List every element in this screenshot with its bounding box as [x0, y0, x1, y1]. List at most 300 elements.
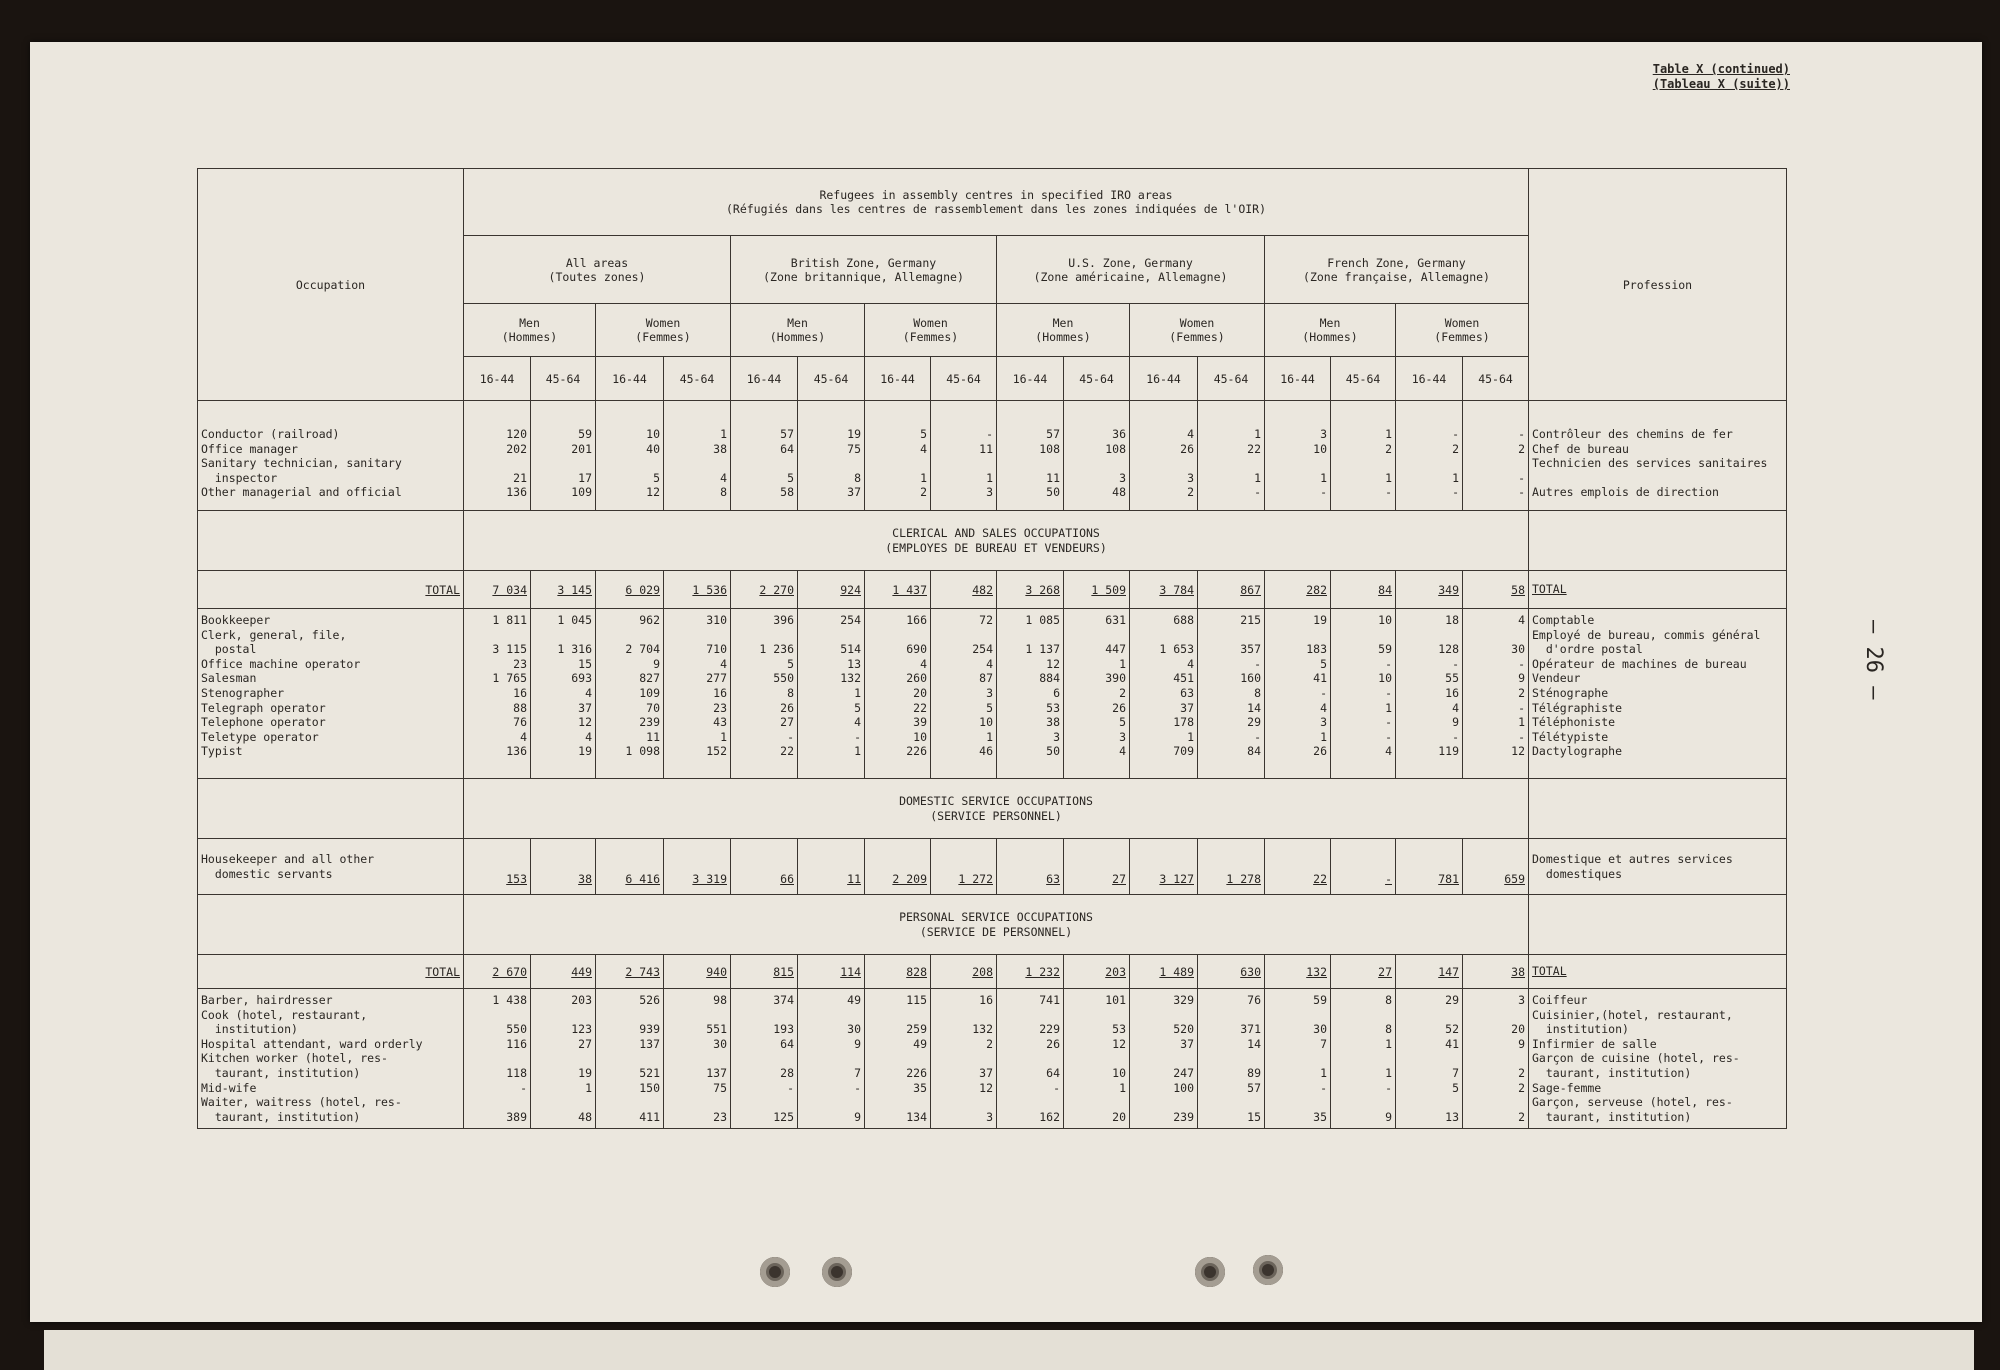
value-cell: 12 — [1112, 1036, 1126, 1051]
area-header — [1265, 236, 1529, 304]
profession-labels — [1529, 989, 1787, 1129]
profession-labels — [1529, 609, 1787, 779]
profession-label: institution) — [1532, 1022, 1629, 1037]
profession-block — [1532, 671, 1783, 686]
value-cell: 2 — [1518, 1080, 1525, 1095]
value-cell: 50 — [1046, 744, 1060, 759]
value-cell: 183 — [1306, 642, 1327, 657]
section-title-line: (SERVICE PERSONNEL) — [930, 808, 1062, 823]
profession-block — [1532, 427, 1783, 442]
occupation-label: Cook (hotel, restaurant, — [201, 1007, 368, 1022]
value-cell: 48 — [1112, 485, 1126, 500]
total-value: 482 — [931, 571, 997, 609]
profession-block — [1532, 701, 1783, 716]
value-cell: 1 765 — [492, 671, 527, 686]
value-cell: 202 — [506, 441, 527, 456]
value-cell: 64 — [780, 1036, 794, 1051]
sex-header-line: Women — [645, 316, 681, 330]
value-cell: 115 — [906, 993, 927, 1007]
value-cell: 18 — [1445, 613, 1459, 627]
value-cell: 57 — [780, 427, 794, 441]
occupation-label: Teletype operator — [201, 729, 319, 744]
value-cell: 118 — [506, 1065, 527, 1080]
area-header-line: (Zone britannique, Allemagne) — [763, 269, 964, 284]
value-cell: 260 — [906, 671, 927, 686]
value-cell: 2 — [1518, 1065, 1525, 1080]
occupation-label: Typist — [201, 744, 243, 759]
value-cell: 22 — [1265, 839, 1331, 895]
value-cell: 109 — [571, 485, 592, 500]
value-cell: 109 — [639, 685, 660, 700]
age-header: 45-64 — [664, 357, 731, 401]
section-title — [464, 511, 1529, 571]
total-label: TOTAL — [198, 955, 464, 989]
value-cell: - — [1254, 656, 1261, 671]
occupation-label: Sanitary technician, sanitary — [201, 456, 402, 471]
occupation-label: taurant, institution) — [201, 1109, 361, 1124]
profession-block — [1532, 1095, 1783, 1124]
value-cell: 10 — [1378, 671, 1392, 686]
sex-header-line: (Hommes) — [1302, 330, 1358, 344]
value-cell: 4 — [520, 729, 527, 744]
value-column — [997, 989, 1064, 1129]
value-cell: 1 811 — [492, 613, 527, 627]
value-column — [464, 609, 531, 779]
age-header: 16-44 — [731, 357, 798, 401]
value-cell: 37 — [847, 485, 861, 500]
value-cell: 12 — [646, 485, 660, 500]
occupation-label: taurant, institution) — [201, 1065, 361, 1080]
value-cell: 26 — [1180, 441, 1194, 456]
value-cell: - — [787, 729, 794, 744]
value-cell: 4 — [920, 441, 927, 456]
total-value: 282 — [1265, 571, 1331, 609]
value-cell: 229 — [1039, 1022, 1060, 1037]
value-cell: 2 — [1187, 485, 1194, 500]
profession-label: taurant, institution) — [1532, 1109, 1692, 1124]
area-header — [731, 236, 997, 304]
value-cell: 22 — [913, 700, 927, 715]
value-column — [1064, 401, 1130, 511]
profession-label: Garçon, serveuse (hotel, res- — [1532, 1095, 1733, 1110]
value-cell: 152 — [706, 744, 727, 759]
section-title — [464, 895, 1529, 955]
value-column — [1463, 401, 1529, 511]
profession-block — [1532, 1037, 1783, 1052]
value-cell: 8 — [1385, 993, 1392, 1007]
total-value: 828 — [865, 955, 931, 989]
domestic-title-row — [198, 779, 1787, 839]
value-cell: 19 — [578, 744, 592, 759]
profession-labels — [1529, 401, 1787, 511]
value-cell: 1 — [1452, 470, 1459, 485]
domestic-row — [198, 839, 1787, 895]
total-value: 349 — [1396, 571, 1463, 609]
value-cell: 690 — [906, 642, 927, 657]
value-cell: 2 — [986, 1036, 993, 1051]
value-cell: 38 — [531, 839, 596, 895]
value-cell: 310 — [706, 613, 727, 627]
value-cell: 35 — [1313, 1109, 1327, 1124]
value-cell: 7 — [1452, 1065, 1459, 1080]
occupation-label: Office machine operator — [201, 656, 361, 671]
sex-header-line: Women — [1444, 316, 1480, 330]
value-cell: 57 — [1046, 427, 1060, 441]
section-title-line: CLERICAL AND SALES OCCUPATIONS — [892, 525, 1100, 540]
value-cell: 75 — [713, 1080, 727, 1095]
value-cell: - — [1452, 485, 1459, 500]
punch-hole — [1195, 1257, 1225, 1287]
value-column — [1331, 609, 1396, 779]
value-cell: 551 — [706, 1022, 727, 1037]
total-label: TOTAL — [198, 571, 464, 609]
profession-block — [1532, 657, 1783, 672]
main-header — [464, 169, 1529, 236]
total-value: 114 — [798, 955, 865, 989]
value-cell: 40 — [646, 441, 660, 456]
value-cell: 526 — [639, 993, 660, 1007]
value-cell: 6 — [1053, 685, 1060, 700]
value-cell: 1 236 — [759, 642, 794, 657]
profession-label: Contrôleur des chemins de fer — [1532, 427, 1733, 441]
value-cell: - — [1518, 485, 1525, 500]
value-cell: 1 098 — [625, 744, 660, 759]
value-cell: 76 — [513, 715, 527, 730]
value-cell: 128 — [1438, 642, 1459, 657]
profession-label: Garçon de cuisine (hotel, res- — [1532, 1051, 1740, 1066]
value-column — [664, 401, 731, 511]
total-value: 630 — [1198, 955, 1265, 989]
value-column — [664, 609, 731, 779]
value-cell: 520 — [1173, 1022, 1194, 1037]
value-cell: 27 — [780, 715, 794, 730]
value-cell: 11 — [979, 441, 993, 456]
value-cell: 1 278 — [1198, 839, 1265, 895]
value-cell: 12 — [578, 715, 592, 730]
age-header: 16-44 — [1130, 357, 1198, 401]
profession-label: Autres emplois de direction — [1532, 485, 1719, 500]
value-column — [865, 989, 931, 1129]
value-column — [865, 401, 931, 511]
value-cell: 26 — [1313, 744, 1327, 759]
value-cell: - — [1385, 656, 1392, 671]
value-column — [1130, 401, 1198, 511]
profession-label: Vendeur — [1532, 671, 1581, 686]
occupation-label: Telephone operator — [201, 715, 326, 730]
value-cell: 57 — [1247, 1080, 1261, 1095]
value-cell: 1 — [1385, 1036, 1392, 1051]
value-cell: 1 — [1320, 470, 1327, 485]
value-cell: 59 — [1313, 993, 1327, 1007]
occupation-label: Conductor (railroad) — [201, 427, 340, 441]
total-value: 924 — [798, 571, 865, 609]
value-cell: 2 — [920, 485, 927, 500]
value-cell: 3 — [986, 685, 993, 700]
value-cell: - — [1385, 729, 1392, 744]
value-cell: 781 — [1396, 839, 1463, 895]
value-cell: 66 — [731, 839, 798, 895]
value-cell: 37 — [1180, 1036, 1194, 1051]
section-spacer — [198, 779, 464, 839]
value-cell: 14 — [1247, 700, 1261, 715]
value-cell: - — [1320, 685, 1327, 700]
value-cell: 101 — [1105, 993, 1126, 1007]
total-value: 38 — [1463, 955, 1529, 989]
value-column — [1265, 609, 1331, 779]
value-cell: 63 — [997, 839, 1064, 895]
profession-label: Infirmier de salle — [1532, 1036, 1657, 1051]
value-cell: 178 — [1173, 715, 1194, 730]
value-cell: 22 — [1247, 441, 1261, 456]
value-column — [731, 989, 798, 1129]
value-cell: 1 — [920, 470, 927, 485]
total-value: 1 437 — [865, 571, 931, 609]
value-cell: 10 — [1313, 441, 1327, 456]
value-cell: 514 — [840, 642, 861, 657]
profession-labels — [1529, 839, 1787, 895]
value-cell: 2 — [1452, 441, 1459, 456]
value-cell: 53 — [1046, 700, 1060, 715]
value-column — [1396, 989, 1463, 1129]
occupation-label: institution) — [201, 1022, 298, 1037]
total-value: 1 232 — [997, 955, 1064, 989]
table-ref-en: Table X (continued) — [1652, 62, 1790, 76]
value-cell: 4 — [720, 656, 727, 671]
clerical-title-row — [198, 511, 1787, 571]
value-column — [596, 401, 664, 511]
value-cell: 5 — [787, 470, 794, 485]
value-cell: - — [1452, 656, 1459, 671]
personal-group — [198, 989, 1787, 1129]
next-page-edge — [44, 1330, 1974, 1370]
value-cell: 37 — [1180, 700, 1194, 715]
value-cell: 1 316 — [557, 642, 592, 657]
value-column — [997, 401, 1064, 511]
value-cell: 59 — [578, 427, 592, 441]
occupation-label: Mid-wife — [201, 1080, 257, 1095]
value-cell: 20 — [913, 685, 927, 700]
profession-label: taurant, institution) — [1532, 1065, 1692, 1080]
value-cell: 2 209 — [865, 839, 931, 895]
value-cell: 226 — [906, 1065, 927, 1080]
value-cell: 5 — [1119, 715, 1126, 730]
value-cell: - — [1331, 839, 1396, 895]
sex-header-line: Women — [1179, 316, 1215, 330]
profession-label: Dactylographe — [1532, 744, 1623, 759]
value-cell: 939 — [639, 1022, 660, 1037]
value-cell: 153 — [464, 839, 531, 895]
value-cell: 4 — [986, 656, 993, 671]
total-value: 2 743 — [596, 955, 664, 989]
value-cell: 3 — [1187, 470, 1194, 485]
value-cell: 3 115 — [492, 642, 527, 657]
value-cell: 17 — [578, 470, 592, 485]
men-header — [997, 304, 1130, 357]
total-value: 3 784 — [1130, 571, 1198, 609]
value-cell: 100 — [1173, 1080, 1194, 1095]
occupation-table — [197, 168, 1787, 1129]
value-cell: 98 — [713, 993, 727, 1007]
value-cell: 30 — [847, 1022, 861, 1037]
value-cell: - — [1385, 715, 1392, 730]
value-column — [464, 989, 531, 1129]
value-column — [1265, 989, 1331, 1129]
total-profession: TOTAL — [1529, 955, 1787, 989]
value-cell: 1 — [1254, 427, 1261, 441]
value-cell: 1 — [1187, 729, 1194, 744]
value-cell: 64 — [780, 441, 794, 456]
value-cell: 29 — [1247, 715, 1261, 730]
value-cell: 1 — [1385, 1065, 1392, 1080]
value-cell: 390 — [1105, 671, 1126, 686]
men-header — [731, 304, 865, 357]
value-cell: 4 — [1518, 613, 1525, 627]
value-column — [1463, 989, 1529, 1129]
profession-block — [1532, 993, 1783, 1008]
profession-block — [1532, 730, 1783, 745]
value-cell: 1 438 — [492, 993, 527, 1007]
value-cell: 3 — [1518, 993, 1525, 1007]
value-cell: - — [787, 1080, 794, 1095]
value-column — [664, 989, 731, 1129]
profession-label: Téléphoniste — [1532, 715, 1616, 730]
value-cell: 4 — [854, 715, 861, 730]
occupation-label: Housekeeper and all other — [201, 851, 375, 866]
value-cell: 9 — [1452, 715, 1459, 730]
total-value: 147 — [1396, 955, 1463, 989]
main-header-en: Refugees in assembly centres in specified IRO areas — [819, 188, 1173, 202]
value-cell: 84 — [1247, 744, 1261, 759]
occupation-label: Salesman — [201, 671, 257, 686]
value-cell: 3 319 — [664, 839, 731, 895]
value-cell: 23 — [513, 656, 527, 671]
value-column — [531, 989, 596, 1129]
value-cell: 389 — [506, 1109, 527, 1124]
value-column — [997, 609, 1064, 779]
value-cell: - — [1320, 1080, 1327, 1095]
value-cell: 39 — [913, 715, 927, 730]
value-cell: 1 — [585, 1080, 592, 1095]
value-column — [1463, 609, 1529, 779]
value-column — [596, 989, 664, 1129]
value-cell: 21 — [513, 470, 527, 485]
value-column — [1130, 989, 1198, 1129]
table-reference — [1653, 62, 1790, 92]
age-header: 16-44 — [464, 357, 531, 401]
value-cell: 1 — [1254, 470, 1261, 485]
value-cell: 3 — [1320, 715, 1327, 730]
value-cell: 259 — [906, 1022, 927, 1037]
sex-header-line: (Femmes) — [902, 330, 959, 344]
personal-total-row — [198, 955, 1787, 989]
value-cell: 23 — [713, 1109, 727, 1124]
value-cell: 239 — [1173, 1109, 1194, 1124]
value-cell: 108 — [1039, 441, 1060, 456]
value-cell: 30 — [1313, 1022, 1327, 1037]
value-cell: 371 — [1240, 1022, 1261, 1037]
total-value: 1 536 — [664, 571, 731, 609]
value-cell: 36 — [1112, 427, 1126, 441]
value-cell: 550 — [506, 1022, 527, 1037]
value-cell: 6 416 — [596, 839, 664, 895]
profession-block — [1532, 485, 1783, 500]
value-cell: 12 — [979, 1080, 993, 1095]
sex-header-line: (Hommes) — [769, 330, 826, 344]
value-cell: 11 — [646, 729, 660, 744]
value-cell: 1 — [1320, 729, 1327, 744]
total-value: 27 — [1331, 955, 1396, 989]
value-cell: 239 — [639, 715, 660, 730]
value-cell: 9 — [1385, 1109, 1392, 1124]
value-cell: - — [1385, 485, 1392, 500]
age-header: 16-44 — [865, 357, 931, 401]
value-cell: - — [1518, 729, 1525, 744]
profession-block — [1532, 744, 1783, 759]
value-cell: 72 — [979, 613, 993, 627]
value-column — [596, 609, 664, 779]
value-cell: 5 — [653, 470, 660, 485]
value-cell: 20 — [1112, 1109, 1126, 1124]
total-value: 1 489 — [1130, 955, 1198, 989]
value-cell: 709 — [1173, 744, 1194, 759]
value-cell: 87 — [979, 671, 993, 686]
value-cell: 11 — [1046, 470, 1060, 485]
value-cell: 160 — [1240, 671, 1261, 686]
value-cell: 125 — [773, 1109, 794, 1124]
age-header: 45-64 — [1463, 357, 1529, 401]
total-value: 132 — [1265, 955, 1331, 989]
value-cell: 16 — [513, 685, 527, 700]
value-cell: 693 — [571, 671, 592, 686]
value-cell: 9 — [1518, 1036, 1525, 1051]
value-cell: 162 — [1039, 1109, 1060, 1124]
value-cell: 1 — [720, 729, 727, 744]
value-cell: 8 — [1385, 1022, 1392, 1037]
total-value: 58 — [1463, 571, 1529, 609]
value-cell: 10 — [646, 427, 660, 441]
value-cell: 23 — [713, 700, 727, 715]
age-header: 45-64 — [1064, 357, 1130, 401]
sex-header-line: (Femmes) — [1434, 330, 1490, 344]
value-cell: 13 — [1445, 1109, 1459, 1124]
sex-header-line: Men — [1319, 316, 1341, 330]
sex-header-line: (Femmes) — [635, 330, 691, 344]
punch-hole — [1253, 1255, 1283, 1285]
value-cell: - — [1254, 729, 1261, 744]
profession-label: Comptable — [1532, 613, 1595, 627]
value-cell: 193 — [773, 1022, 794, 1037]
age-header: 16-44 — [1396, 357, 1463, 401]
men-header — [1265, 304, 1396, 357]
total-value: 2 270 — [731, 571, 798, 609]
value-cell: 1 137 — [1025, 642, 1060, 657]
value-cell: 827 — [639, 671, 660, 686]
value-cell: 5 — [920, 427, 927, 441]
value-cell: 75 — [847, 441, 861, 456]
value-cell: - — [854, 1080, 861, 1095]
value-cell: 4 — [720, 470, 727, 485]
profession-label: Chef de bureau — [1532, 441, 1629, 456]
profession-block — [1532, 1051, 1783, 1080]
value-cell: 2 — [1518, 441, 1525, 456]
value-column — [931, 401, 997, 511]
profession-block — [1532, 613, 1783, 628]
value-cell: 3 127 — [1130, 839, 1198, 895]
occupation-label: Hospital attendant, ward orderly — [201, 1036, 423, 1051]
profession-block — [1532, 628, 1783, 657]
total-value: 203 — [1064, 955, 1130, 989]
value-cell: 12 — [1511, 744, 1525, 759]
